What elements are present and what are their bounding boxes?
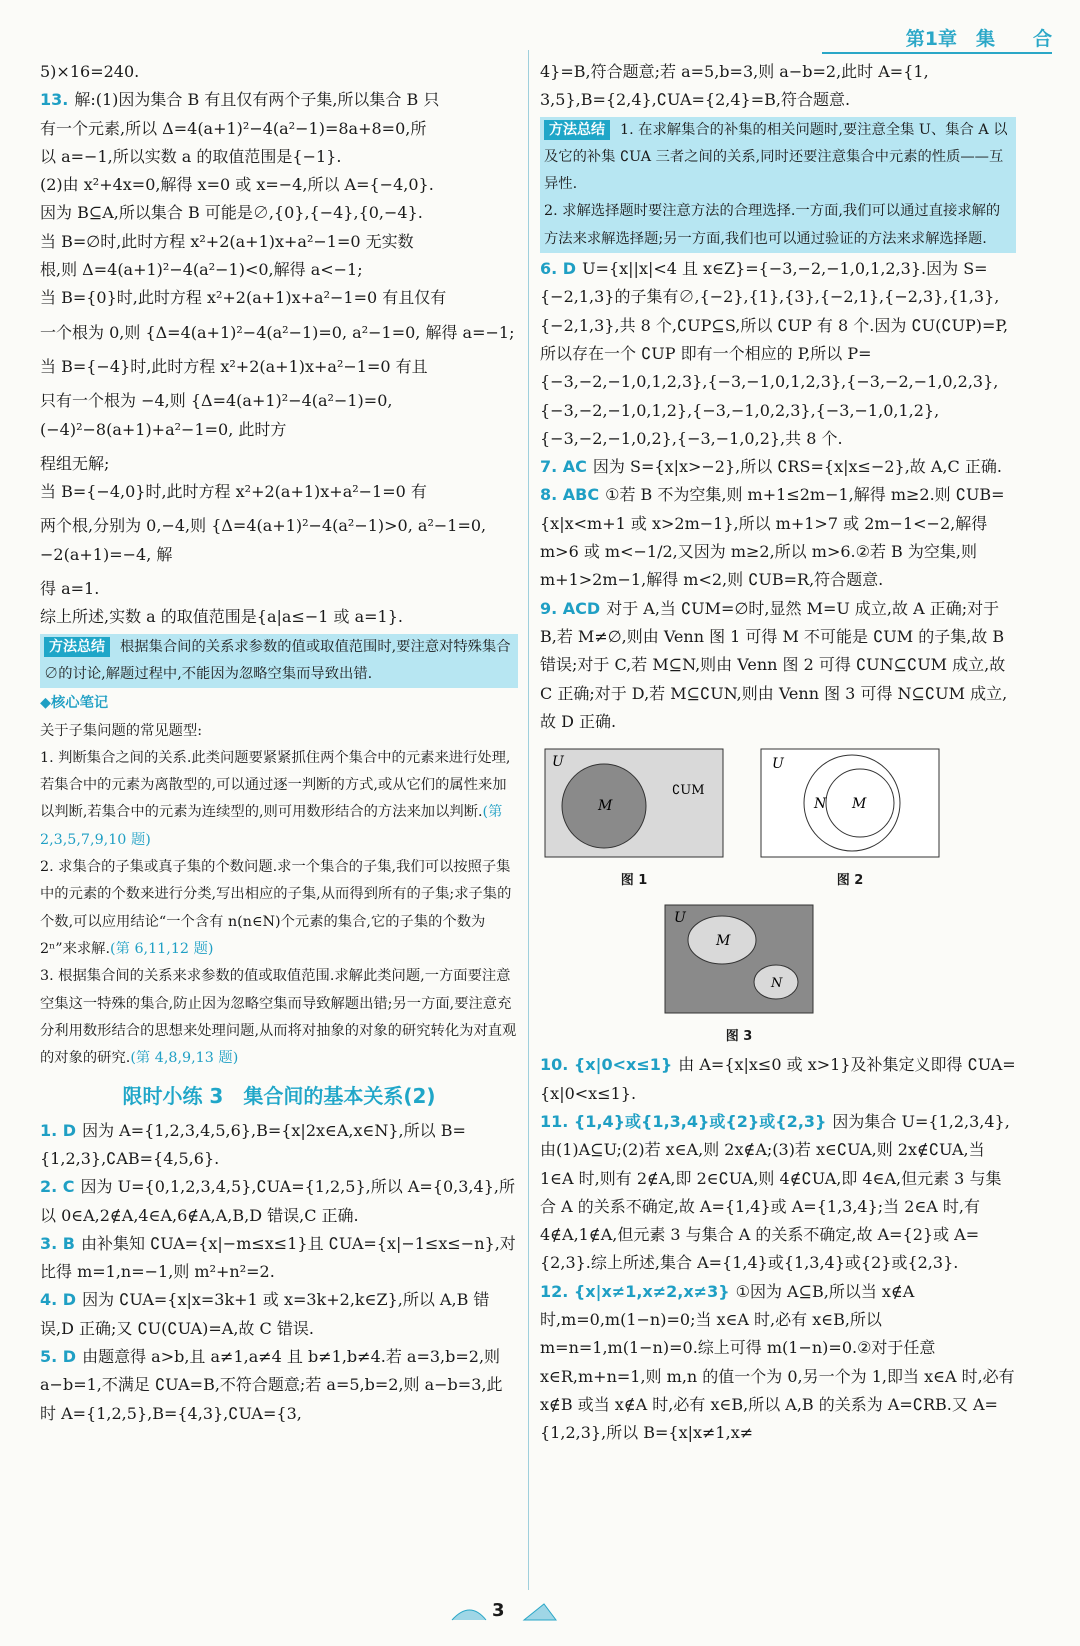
core-note-item: 2. 求集合的子集或真子集的个数问题.求一个集合的子集,我们可以按照子集中的元素的个数来进行分类,写出相应的子集,从而得到所有的子集;求子集的个数,可以应用结论“一个含有 n(n∈N)个元素的集合,它的子集的个数为 2ⁿ”来求解.(第 6,11,12 题) <box>40 859 512 957</box>
core-notes <box>40 690 518 1072</box>
answer-item: 2. C 因为 U={0,1,2,3,4,5},∁UA={1,2,5},所以 A={0,3,4},所以 0∈A,2∉A,4∈A,6∉A,A,B,D 错误,C 正确. <box>40 1177 515 1225</box>
venn-figure-1: U M ∁UM 图 1 <box>544 748 724 896</box>
footer-ornament <box>450 1598 560 1626</box>
svg-text:N: N <box>814 796 827 813</box>
method-tag: 方法总结 <box>544 120 610 140</box>
core-notes-title: ◆核心笔记 <box>40 695 109 712</box>
answer-item: 7. AC 因为 S={x|x>−2},所以 ∁RS={x|x≤−2},故 A,C 正确. <box>540 457 1002 477</box>
answer-item: 10. {x|0<x≤1} 由 A={x|x≤0 或 x>1}及补集定义即得 ∁UA={x|0<x≤1}. <box>540 1055 1016 1103</box>
answer-item: 12. {x|x≠1,x≠2,x≠3} ①因为 A⊆B,所以当 x∉A 时,m=0,m(1−n)=0;当 x∈A 时,必有 x∈B,所以 m=n=1,m(1−n)=0.综上可得 m(1−n)=0.②对于任意 x∈R,m+n=1,则 m,n 的值一个为 0,另一个为 1,即当 x∈A 时,必有 x∉B 或当 x∉A 时,必有 x∈B,所以 A,B 的关系为 A=∁RB.又 A={1,2,3},所以 B={x|x≠1,x≠ <box>540 1281 1015 1443</box>
q13-line: 有一个元素,所以 Δ=4(a+1)²−4(a²−1)=8a+8=0,所 <box>40 118 427 138</box>
svg-text:U: U <box>552 754 564 771</box>
q13-line: 两个根,分别为 0,−4,则 {Δ=4(a+1)²−4(a²−1)>0, a²−1=0, −2(a+1)=−4, 解 <box>40 516 487 564</box>
core-notes-intro: 关于子集问题的常见题型: <box>40 722 203 739</box>
answer-item: 4. D 因为 ∁UA={x|x=3k+1 或 x=3k+2,k∈Z},所以 A,B 错误,D 正确;又 ∁U(∁UA)=A,故 C 错误. <box>40 1290 490 1338</box>
venn-figure-3: U M N 图 3 <box>664 904 814 1052</box>
q13-line: 综上所述,实数 a 的取值范围是{a|a≤−1 或 a=1}. <box>40 607 404 627</box>
answer-item: 11. {1,4}或{1,3,4}或{2}或{2,3} 因为集合 U={1,2,3,4},由(1)A⊆U;(2)若 x∈A,则 2x∉A;(3)若 x∈∁UA,则 2x∉∁UA,当 1∈A 时,则有 2∉A,即 2∈∁UA,则 4∉∁UA,即 4∈A,但元素 3 与集合 A 的关系不确定,故 A={1,4}或 A={1,3,4};当 2∈A 时,有 4∉A,1∉A,但元素 3 与集合 A 的关系不确定,故 A={2}或 A={2,3}.综上所述,集合 A={1,4}或{1,3,4}或{2}或{2,3}. <box>540 1111 1010 1273</box>
svg-text:∁UM: ∁UM <box>672 783 705 799</box>
q13-line: 以 a=−1,所以实数 a 的取值范围是{−1}. <box>40 146 342 166</box>
right-column <box>540 58 1016 1447</box>
svg-text:M: M <box>852 796 867 813</box>
svg-text:N: N <box>771 975 783 991</box>
q13-line: 当 B={−4,0}时,此时方程 x²+2(a+1)x+a²−1=0 有 <box>40 482 427 502</box>
chapter-header: 第1章 集 合 <box>822 24 1052 54</box>
q13-line: 程组无解; <box>40 453 110 473</box>
q13-line: 根,则 Δ=4(a+1)²−4(a²−1)<0,解得 a<−1; <box>40 260 363 280</box>
method-summary-box <box>40 634 518 689</box>
answer-item: 5. D 由题意得 a>b,且 a≠1,a≠4 且 b≠1,b≠4.若 a=3,b=2,则 a−b=1,不满足 ∁UA=B,不符合题意;若 a=5,b=2,则 a−b=3,此时 A={1,2,5},B={4,3},∁UA={3, <box>40 1347 503 1423</box>
svg-text:U: U <box>772 756 784 773</box>
answer-item: 6. D U={x||x|<4 且 x∈Z}={−3,−2,−1,0,1,2,3}.因为 S={−2,1,3}的子集有∅,{−2},{1},{3},{−2,1},{−2,3},{1,3},{−2,1,3},共 8 个,∁UP⊆S,所以 ∁UP 有 8 个.因为 ∁U(∁UP)=P,所以存在一个 ∁UP 即有一个相应的 P,所以 P={−3,−2,−1,0,1,2,3},{−3,−1,0,1,2,3},{−3,−2,−1,0,2,3},{−3,−2,−1,0,1,2},{−3,−1,0,2,3},{−3,−1,0,1,2},{−3,−2,−1,0,2},{−3,−1,0,2},共 8 个. <box>540 259 1009 448</box>
svg-text:M: M <box>716 932 731 949</box>
venn-1 <box>544 748 724 858</box>
core-note-item: 3. 根据集合间的关系来求参数的值或取值范围.求解此类问题,一方面要注意空集这一特殊的集合,防止因为忽略空集而导致解题出错;另一方面,要注意充分利用数形结合的思想来处理问题,从而将对抽象的对象的研究转化为对直观的对象的研究.(第 4,8,9,13 题) <box>40 968 517 1067</box>
answer-item: 9. ACD 对于 A,当 ∁UM=∅时,显然 M=U 成立,故 A 正确;对于 B,若 M≠∅,则由 Venn 图 1 可得 M 不可能是 ∁UM 的子集,故 B 错误;对于 C,若 M⊆N,则由 Venn 图 2 可得 ∁UN⊆∁UM 成立,故 C 正确;对于 D,若 M⊆∁UN,则由 Venn 图 3 可得 N⊆∁UM 成立,故 D 正确. <box>540 598 1008 731</box>
answer-item: 3. B 由补集知 ∁UA={x|−m≤x≤1}且 ∁UA={x|−1≤x≤−n},对比得 m=1,n=−1,则 m²+n²=2. <box>40 1233 516 1282</box>
q13-line: 当 B={0}时,此时方程 x²+2(a+1)x+a²−1=0 有且仅有 <box>40 288 447 308</box>
svg-text:M: M <box>598 798 613 815</box>
text-line: 3,5},B={2,4},∁UA={2,4}=B,符合题意. <box>540 90 851 110</box>
q13-line: 只有一个根为 −4,则 {Δ=4(a+1)²−4(a²−1)=0, (−4)²−8(a+1)+a²−1=0, 此时方 <box>40 391 393 439</box>
svg-text:U: U <box>674 909 686 926</box>
text-line: 4}=B,符合题意;若 a=5,b=3,则 a−b=2,此时 A={1, <box>540 62 929 81</box>
answer-item: 1. D 因为 A={1,2,3,4,5,6},B={x|2x∈A,x∈N},所以 B={1,2,3},∁AB={4,5,6}. <box>40 1120 466 1168</box>
method-text: 根据集合间的关系求参数的值或取值范围时,要注意对特殊集合∅的讨论,解题过程中,不能因为忽略空集而导致出错. <box>44 638 511 682</box>
venn-2 <box>760 748 940 858</box>
q13-line: 因为 B⊆A,所以集合 B 可能是∅,{0},{−4},{0,−4}. <box>40 203 423 223</box>
column-divider <box>528 50 529 1590</box>
page-number: 3 <box>492 1600 505 1621</box>
left-column <box>40 58 518 1428</box>
answer-item: 8. ABC ①若 B 不为空集,则 m+1≤2m−1,解得 m≥2.则 ∁UB={x|x<m+1 或 x>2m−1},所以 m+1>7 或 2m−1<−2,解得 m>6 或 m<−1/2,又因为 m≥2,所以 m>6.②若 B 为空集,则 m+1>2m−1,解得 m<2,则 ∁UB=R,符合题意. <box>540 485 1005 590</box>
q13-line: 一个根为 0,则 {Δ=4(a+1)²−4(a²−1)=0, a²−1=0, 解得 a=−1; <box>40 322 515 342</box>
core-note-item: 1. 判断集合之间的关系.此类问题要紧紧抓住两个集合中的元素来进行处理,若集合中的元素为离散型的,可以通过逐一判断的方式,或从它们的属性来加以判断,若集合中的元素为连续型的,则可用数形结合的方法来加以判断.(第 2,3,5,7,9,10 题) <box>40 749 511 848</box>
question-number: 13. <box>40 90 69 110</box>
venn-3 <box>664 904 814 1014</box>
page-footer <box>450 1598 560 1626</box>
section-title: 限时小练 3 集合间的基本关系(2) <box>122 1084 436 1109</box>
text-line: 5)×16=240. <box>40 62 140 81</box>
q13-line: 当 B=∅时,此时方程 x²+2(a+1)x+a²−1=0 无实数 <box>40 231 414 251</box>
venn-diagrams-top <box>544 748 1016 896</box>
q13-line: (2)由 x²+4x=0,解得 x=0 或 x=−4,所以 A={−4,0}. <box>40 175 434 195</box>
method-tag: 方法总结 <box>44 637 110 657</box>
method-summary-box: 方法总结 1. 在求解集合的补集的相关问题时,要注意全集 U、集合 A 以及它的补集 ∁UA 三者之间的关系,同时还要注意集合中元素的性质——互异性. 2. 求解选择题时要注意方法的合理选择.一方面,我们可以通过直接求解的方法来求解选择题;另一方面,我们也可以通过验证的方法来求解选择题. <box>540 117 1016 253</box>
q13-line: 得 a=1. <box>40 579 100 599</box>
venn-figure-2: U N M 图 2 <box>760 748 940 896</box>
q13-line: 当 B={−4}时,此时方程 x²+2(a+1)x+a²−1=0 有且 <box>40 356 428 376</box>
q13-line: 13. 解:(1)因为集合 B 有且仅有两个子集,所以集合 B 只 <box>40 90 440 110</box>
